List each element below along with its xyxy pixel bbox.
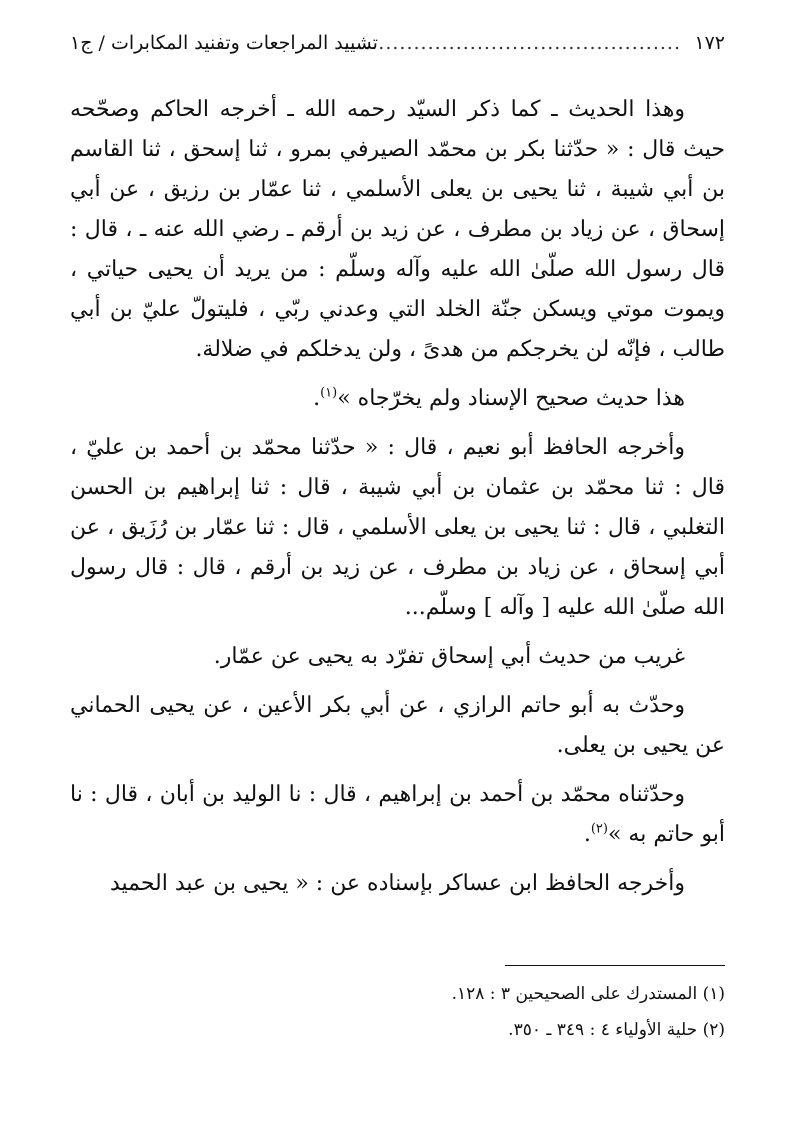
footnote-separator	[505, 965, 725, 966]
footnote-ref: (١)	[320, 385, 338, 401]
paragraph: هذا حديث صحيح الإسناد ولم يخرّجاه »$^{(١)}$.	[313, 385, 685, 411]
paragraph: وهذا الحديث ـ كما ذكر السيّد رحمه الله ـ أخرجه الحاكم وصحّحه حيث قال : « حدّثنا بكر بن محمّد الصيرفي بمرو ، ثنا إسحق ، ثنا القاسم بن أبي شيبة ، ثنا يحيى بن يعلى الأسلمي ، ثنا عمّار بن رزيق ، عن أبي إسحاق ، عن زياد بن مطرف ، عن زيد بن أرقم ـ رضي الله عنه ـ ، قال : قال رسول الله صلّىٰ الله عليه وآله وسلّم : من يريد أن يحيى حياتي ، ويموت موتي ويسكن جنّة الخلد التي وعدني ربّي ، فليتولّ عليّ بن أبي طالب ، فإنّه لن يخرجكم من هدىً ، ولن يدخلكم في ضلالة.	[70, 97, 725, 362]
paragraph: وحدّث به أبو حاتم الرازي ، عن أبي بكر الأعين ، عن يحيى الحماني عن يحيى بن يعلى.	[70, 693, 725, 758]
paragraph: غريب من حديث أبي إسحاق تفرّد به يحيى عن عمّار.	[213, 644, 685, 669]
running-header	[70, 28, 725, 58]
footnote-ref: (٢)	[590, 821, 608, 837]
footnote: (١) المستدرك على الصحيحين ٣ : ١٢٨.	[451, 984, 725, 1004]
page-number: ١٧٢	[694, 32, 725, 54]
header-leader-dots: ................................................	[343, 32, 681, 54]
footnotes	[70, 980, 725, 1052]
book-title: تشييد المراجعات وتفنيد المكابرات / ج١	[70, 32, 378, 54]
footnote: (٢) حلية الأولياء ٤ : ٣٤٩ ـ ٣٥٠.	[508, 1020, 725, 1040]
paragraph: وحدّثناه محمّد بن أحمد بن إبراهيم ، قال : نا الوليد بن أبان ، قال : نا أبو حاتم به »$^{(٢)}$.	[70, 782, 725, 847]
paragraph: وأخرجه الحافظ ابن عساكر بإسناده عن : « يحيى بن عبد الحميد	[109, 871, 685, 896]
main-text	[70, 90, 725, 913]
paragraph: وأخرجه الحافظ أبو نعيم ، قال : « حدّثنا محمّد بن أحمد بن عليّ ، قال : ثنا محمّد بن عثمان بن أبي شيبة ، قال : ثنا إبراهيم بن الحسن التغلبي ، قال : ثنا يحيى بن يعلى الأسلمي ، قال : ثنا عمّار بن رُزَيق ، عن أبي إسحاق ، عن زياد بن مطرف ، عن زيد بن أرقم ، قال : قال رسول الله صلّىٰ الله عليه [ وآله ] وسلّم...	[70, 435, 725, 620]
